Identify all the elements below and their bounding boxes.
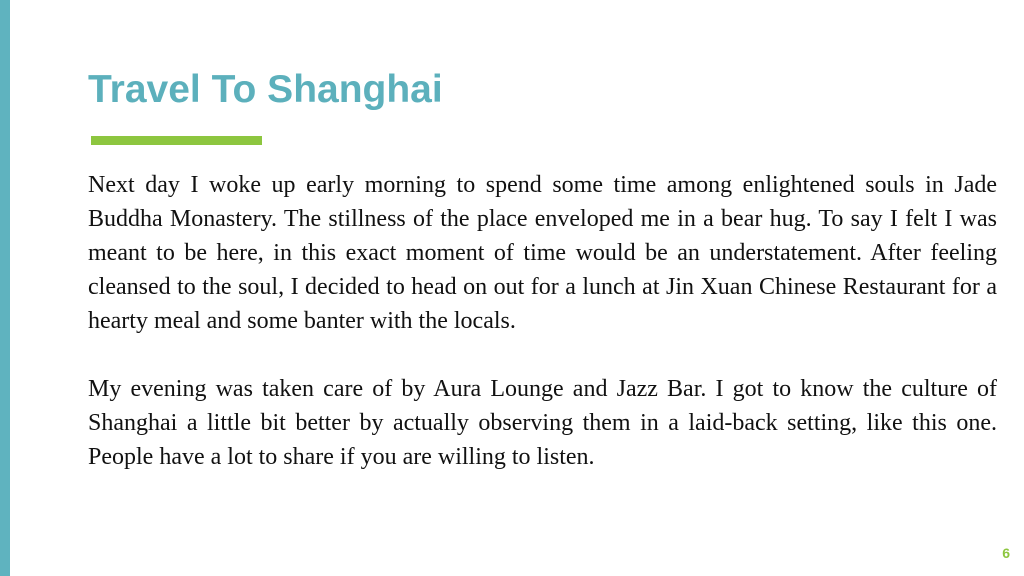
title-underline [91, 136, 262, 145]
slide-title: Travel To Shanghai [88, 68, 443, 111]
slide-body [88, 168, 997, 474]
left-accent-bar [0, 0, 10, 576]
page-number: 6 [1002, 545, 1010, 561]
paragraph-2: My evening was taken care of by Aura Lounge and Jazz Bar. I got to know the culture of Shanghai a little bit better by actually observing them in a laid-back setting, like this one. People have a lot to share if you are willing to listen. [88, 376, 997, 470]
paragraph-1: Next day I woke up early morning to spend some time among enlightened souls in Jade Buddha Monastery. The stillness of the place enveloped me in a bear hug. To say I felt I was meant to be here, in this exact moment of time would be an understatement. After feeling cleansed to the soul, I decided to head on out for a lunch at Jin Xuan Chinese Restaurant for a hearty meal and some banter with the locals. [88, 172, 997, 334]
